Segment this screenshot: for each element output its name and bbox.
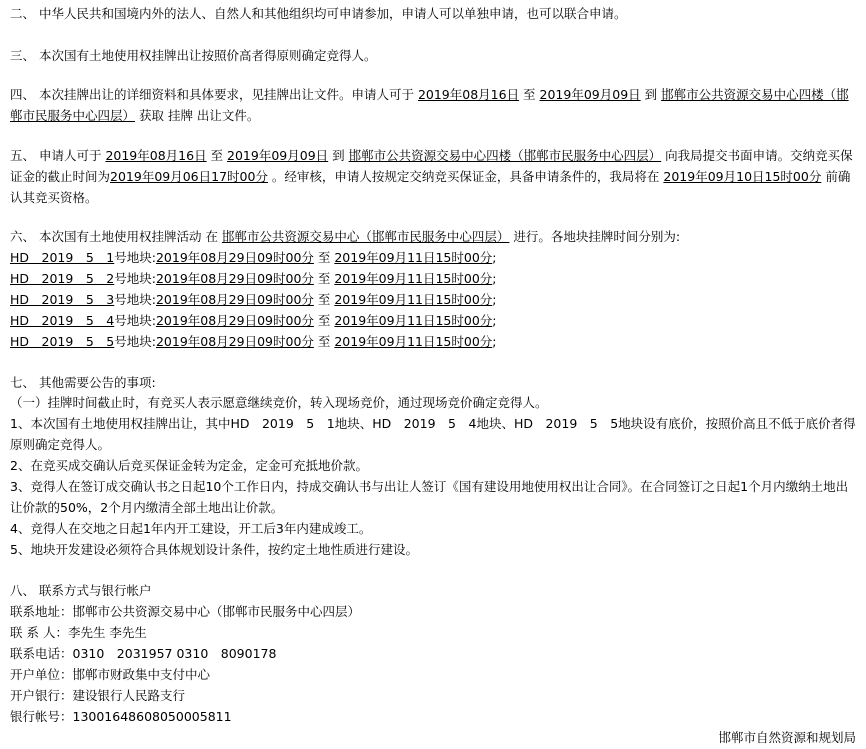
section-5-location: 邯郸市公共资源交易中心四楼（邯郸市民服务中心四层）	[348, 148, 662, 163]
section-6-suffix: 进行。各地块挂牌时间分别为:	[509, 229, 681, 244]
parcel-code: HD 2019 5 4	[10, 313, 115, 328]
section-4-to-location: 到	[640, 87, 662, 102]
section-4-location: 邯郸市公共资源交易中心四楼（邯郸市民服务中心四层）	[10, 87, 849, 123]
parcel-start: 2019年08月29日09时00分	[155, 313, 314, 328]
section-3: 三、 本次国有土地使用权挂牌出让按照价高者得原则确定竞得人。	[10, 48, 377, 63]
parcel-code: HD 2019 5 2	[10, 271, 115, 286]
section-5-mid: 向我局提交书面申请。交纳竞买保证金的截止时间为	[10, 148, 853, 184]
section-2: 二、 中华人民共和国境内外的法人、自然人和其他组织均可申请参加，申请人可以单独申请，也可以联合申请。	[10, 6, 627, 21]
parcel-code: HD 2019 5 5	[10, 334, 115, 349]
account-bank: 开户银行：建设银行人民路支行	[10, 688, 186, 703]
section-5-to-location: 到	[328, 148, 349, 163]
section-4-to: 至	[519, 87, 540, 102]
parcel-sep: ;	[492, 250, 497, 265]
section-7-item-4: 4、竞得人在交地之日起1年内开工建设，开工后3年内建成竣工。	[10, 521, 372, 536]
parcel-row	[10, 310, 497, 331]
section-4	[10, 84, 856, 126]
section-4-date-end: 2019年09月09日	[539, 87, 641, 102]
parcel-start: 2019年08月29日09时00分	[155, 271, 314, 286]
parcel-to: 至	[313, 292, 335, 307]
section-5-deposit-deadline: 2019年09月06日17时00分	[110, 169, 268, 184]
section-4-suffix: 获取 挂牌 出让文件。	[135, 108, 260, 123]
parcel-row	[10, 331, 497, 352]
section-7-item-5: 5、地块开发建设必须符合具体规划设计条件，按约定土地性质进行建设。	[10, 542, 418, 557]
parcel-start: 2019年08月29日09时00分	[155, 292, 314, 307]
parcel-code: HD 2019 5 1	[10, 250, 115, 265]
parcel-label: 号地块:	[114, 334, 156, 349]
section-7-item-1: 1、本次国有土地使用权挂牌出让，其中HD 2019 5 1地块、HD 2019 5 4地块、HD 2019 5 5地块设有底价，按照价高且不低于底价者得原则确定竞得人。	[10, 416, 856, 452]
contact-person: 联 系 人：李先生 李先生	[10, 625, 147, 640]
parcel-row	[10, 247, 497, 268]
parcel-label: 号地块:	[114, 271, 156, 286]
parcel-start: 2019年08月29日09时00分	[155, 334, 314, 349]
section-4-date-start: 2019年08月16日	[417, 87, 520, 102]
parcel-to: 至	[313, 313, 335, 328]
section-5	[10, 145, 856, 208]
parcel-end: 2019年09月11日15时00分	[334, 271, 493, 286]
parcel-sep: ;	[492, 334, 497, 349]
section-7-item-2: 2、在竞买成交确认后竞买保证金转为定金，定金可充抵地价款。	[10, 458, 368, 473]
parcel-start: 2019年08月29日09时00分	[155, 250, 314, 265]
parcel-sep: ;	[492, 313, 497, 328]
section-5-text: 五、 申请人可于	[10, 148, 106, 163]
parcel-to: 至	[313, 334, 335, 349]
section-5-to: 至	[206, 148, 228, 163]
section-6	[10, 226, 856, 247]
parcel-row	[10, 289, 497, 310]
contact-phone: 联系电话：0310 2031957 0310 8090178	[10, 646, 277, 661]
parcel-to: 至	[313, 271, 335, 286]
parcel-end: 2019年09月11日15时00分	[334, 250, 493, 265]
parcel-end: 2019年09月11日15时00分	[334, 292, 493, 307]
section-7-item-3: 3、竞得人在签订成交确认书之日起10个工作日内，持成交确认书与出让人签订《国有建设用地使用权出让合同》。在合同签订之日起1个月内缴纳土地出让价款的50%，2个月内缴清全部土地出让价款。	[10, 479, 849, 515]
section-5-mid2: 。经审核，申请人按规定交纳竞买保证金，具备申请条件的，我局将在	[267, 169, 664, 184]
parcel-end: 2019年09月11日15时00分	[334, 313, 493, 328]
section-8-heading: 八、 联系方式与银行帐户	[10, 583, 152, 598]
parcel-code: HD 2019 5 3	[10, 292, 115, 307]
issuer-signature: 邯郸市自然资源和规划局	[718, 730, 856, 745]
section-7-sub1: （一）挂牌时间截止时，有竞买人表示愿意继续竞价，转入现场竞价，通过现场竞价确定竞得人。	[10, 395, 548, 410]
parcel-label: 号地块:	[114, 313, 156, 328]
section-6-location: 邯郸市公共资源交易中心（邯郸市民服务中心四层）	[221, 229, 510, 244]
parcel-row	[10, 268, 497, 289]
section-7-heading: 七、 其他需要公告的事项:	[10, 375, 156, 390]
section-4-text: 四、 本次挂牌出让的详细资料和具体要求，见挂牌出让文件。申请人可于	[10, 87, 418, 102]
account-number: 银行帐号：13001648608050005811	[10, 709, 232, 724]
section-5-date-end: 2019年09月09日	[227, 148, 329, 163]
section-6-text: 六、 本次国有土地使用权挂牌活动 在	[10, 229, 222, 244]
parcel-label: 号地块:	[114, 292, 156, 307]
parcel-to: 至	[313, 250, 335, 265]
parcel-end: 2019年09月11日15时00分	[334, 334, 493, 349]
section-5-date-start: 2019年08月16日	[105, 148, 207, 163]
parcel-sep: ;	[492, 271, 497, 286]
parcel-sep: ;	[492, 292, 497, 307]
parcel-label: 号地块:	[114, 250, 156, 265]
section-5-confirm-date: 2019年09月10日15时00分	[663, 169, 822, 184]
contact-address: 联系地址：邯郸市公共资源交易中心（邯郸市民服务中心四层）	[10, 604, 361, 619]
section-5-suffix: 前确认其竞买资格。	[10, 169, 851, 205]
account-unit: 开户单位：邯郸市财政集中支付中心	[10, 667, 211, 682]
